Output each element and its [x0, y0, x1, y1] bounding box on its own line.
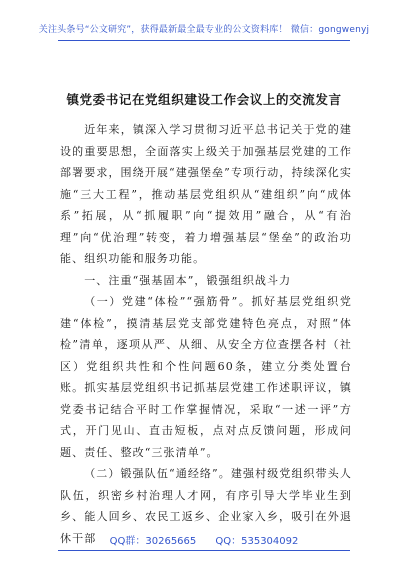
footer-divider [58, 550, 350, 551]
qq-group-label: QQ群： [109, 536, 146, 547]
document-title: 镇党委书记在党组织建设工作会议上的交流发言 [66, 92, 342, 107]
qq-number: 535304092 [241, 536, 299, 547]
qq-label: QQ： [215, 536, 242, 547]
qq-group-number: 30265665 [145, 536, 197, 547]
section-heading: 一、注重“强基固本”，锻强组织战斗力 [84, 273, 292, 287]
body-paragraph: （二）锻强队伍“通经络”。建强村级党组织带头人队伍，织密乡村治理人才网，有序引导大学毕业生到乡、能人回乡、农民工返乡、企业家入乡，吸引在外退休干部 [60, 467, 352, 545]
footer-contact [0, 532, 408, 547]
document-body [60, 119, 352, 549]
header-divider [58, 40, 350, 41]
body-paragraph: （一）党建“体检”“强筋骨”。抓好基层党组织党建“体检”，摸清基层党支部党建特色亮点，对照“体检”清单，逐项从严、从细、从安全方位查摆各村（社区）党组织共性和个性问题60条，建立分类处置台账。抓实基层党组织书记抓基层党建工作述职评议，镇党委书记结合平时工作掌握情况，采取“一述一评”方式，开门见山、直击短板，点对点反馈问题，形成问题、责任、整改“三张清单”。 [60, 295, 352, 459]
intro-paragraph: 近年来，镇深入学习贯彻习近平总书记关于党的建设的重要思想，全面落实上级关于加强基层党建的工作部署要求，围绕开展“建强堡垒”专项行动，持续深化实施“三大工程”，推动基层党组织从“建组织”向“成体系”拓展，从“抓履职”向“提效用”融合，从“有治理”向“优治理”转变，着力增强基层“堡垒”的政治功能、组织功能和服务功能。 [60, 123, 352, 265]
header-banner: 关注头条号“公文研究”，获得最新最全最专业的公文资料库！ 微信：gongwenyj [38, 25, 370, 35]
